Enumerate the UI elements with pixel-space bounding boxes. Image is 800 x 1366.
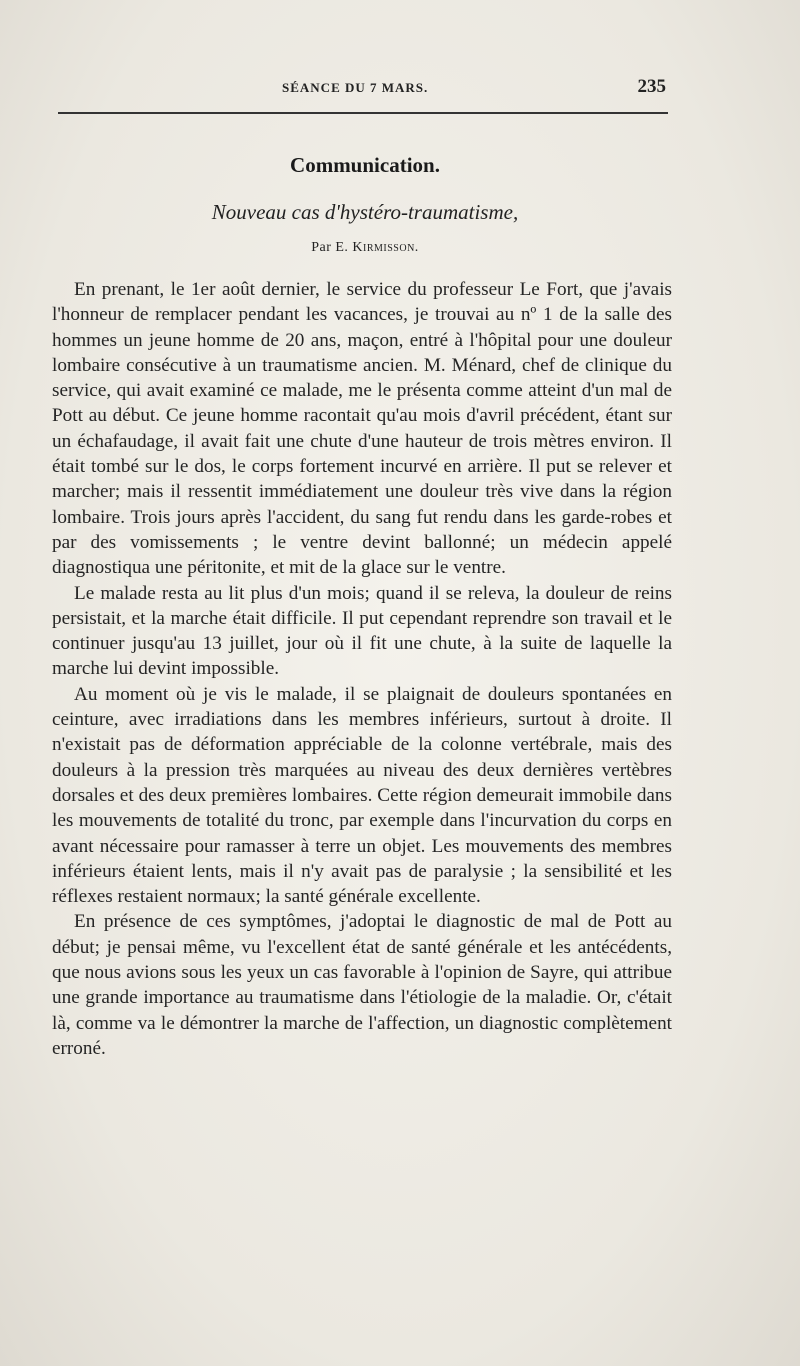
author-name: Kirmisson. — [352, 240, 419, 255]
article-title: Nouveau cas d'hystéro-traumatisme, — [211, 200, 519, 224]
page-number: 235 — [637, 76, 666, 97]
paragraph-4: En présence de ces symptômes, j'adoptai le diagnostic de mal de Pott au début; je pensai même, vu l'excellent état de santé générale et les antécédents, que nous avions sous les yeux un cas favorable à l'opinion de Sayre, qui attribue une grande importance au traumatisme dans l'étiologie de la maladie. Or, c'était là, comme va le démontrer la marche de l'affection, un diagnostic complètement erroné. — [52, 911, 672, 1059]
author-prefix: Par E. — [311, 240, 353, 255]
section-title: Communication. — [290, 153, 440, 177]
article-body — [52, 277, 672, 1061]
author-line — [0, 240, 730, 256]
paragraph-1: En prenant, le 1er août dernier, le service du professeur Le Fort, que j'avais l'honneur de remplacer pendant les vacances, je trouvai au nº 1 de la salle des hommes un jeune homme de 20 ans, maçon, entré à l'hôpital pour une douleur lombaire consécutive à un traumatisme ancien. M. Ménard, chef de clinique du service, qui avait examiné ce malade, me le présenta comme atteint d'un mal de Pott au début. Ce jeune homme racontait qu'au mois d'avril précédent, étant sur un échafaudage, il avait fait une chute d'une hauteur de trois mètres environ. Il était tombé sur le dos, le corps fortement incurvé en arrière. Il put se relever et marcher; mais il ressentit immédiatement une douleur très vive dans la région lombaire. Trois jours après l'accident, du sang fut rendu dans les garde-robes et par des vomissements ; le ventre devint ballonné; un médecin appelé diagnostiqua une péritonite, et mit de la glace sur le ventre. — [52, 279, 672, 579]
running-head: SÉANCE DU 7 MARS. — [282, 80, 429, 95]
page-header — [52, 76, 670, 102]
paragraph-2: Le malade resta au lit plus d'un mois; quand il se releva, la douleur de reins persistait, et la marche était difficile. Il put cependant reprendre son travail et le continuer jusqu'au 13 juillet, jour où il fit une chute, à la suite de laquelle la marche lui devint impossible. — [52, 582, 672, 680]
header-rule — [58, 112, 668, 114]
paragraph-3: Au moment où je vis le malade, il se plaignait de douleurs spontanées en ceinture, avec irradiations dans les membres inférieurs, surtout à droite. Il n'existait pas de déformation appréciable de la colonne vertébrale, mais des douleurs à la pression très marquées au niveau des deux dernières vertèbres dorsales et des deux premières lombaires. Cette région demeurait immobile dans les mouvements de totalité du tronc, par exemple dans l'incurvation du corps en avant nécessaire pour ramasser à terre un objet. Les mouvements des membres inférieurs étaient lents, mais il n'y avait pas de paralysie ; la sensibilité et les réflexes restaient normaux; la santé générale excellente. — [52, 683, 672, 908]
